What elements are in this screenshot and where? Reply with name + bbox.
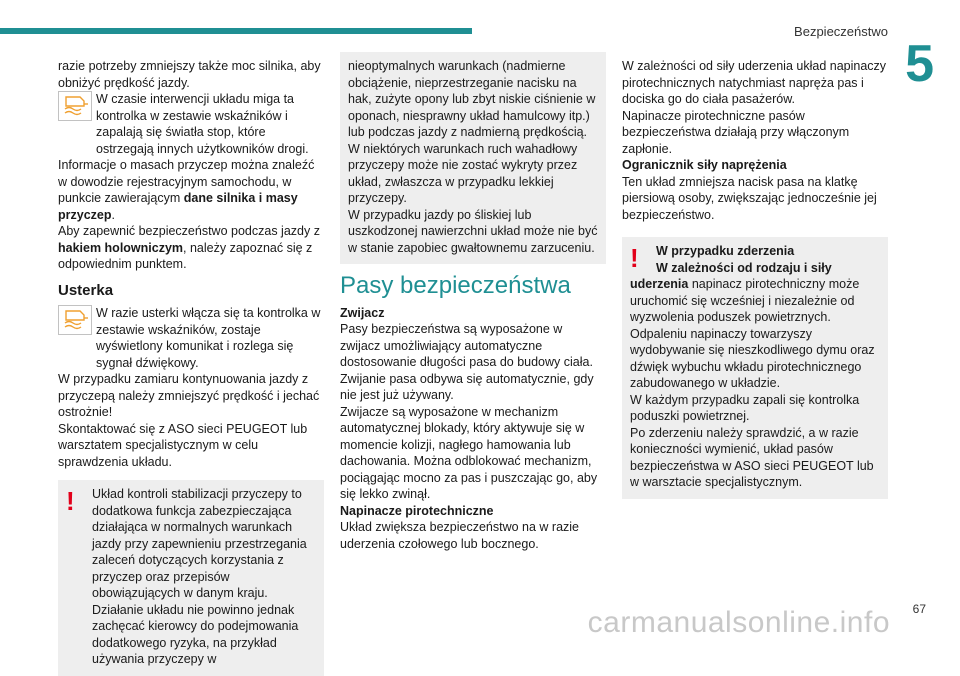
column-3 bbox=[622, 58, 888, 499]
paragraph: Pasy bezpieczeństwa są wyposażone w zwijacz umożliwiający automatyczne dostosowanie długości pasa do budowy ciała. Zwijanie pasa odbywa się automatycznie, gdy nie jest już używany. bbox=[340, 322, 594, 402]
text: . bbox=[111, 207, 115, 222]
heading-usterka: Usterka bbox=[58, 281, 114, 299]
fault-light-row bbox=[58, 305, 324, 371]
paragraph: Zwijacze są wyposażone w mechanizm automatycznej blokady, który aktywuje się w momencie kolizji, nagłego hamowania lub dachowania. Można odblokować mechanizm, pociągając mocno za pas i puszczając go, aby się lekko zwinął. bbox=[340, 404, 598, 501]
warning-text: W każdym przypadku zapali się kontrolka poduszki powietrznej. bbox=[630, 392, 860, 423]
warning-title: W zależności od rodzaju i siły bbox=[656, 260, 832, 275]
exclamation-icon: ! bbox=[630, 243, 639, 273]
section-heading-pasy: Pasy bezpieczeństwa bbox=[340, 272, 571, 299]
paragraph: Napinacze pirotechniczne pasów bezpieczeństwa działają przy włączonym zapłonie. bbox=[622, 108, 850, 156]
paragraph: W razie usterki włącza się ta kontrolka w zestawie wskaźników, zostaje wyświetlony komunikat i rozlega się sygnał dźwiękowy. bbox=[96, 306, 321, 370]
paragraph: Układ zwiększa bezpieczeństwo na w razie uderzenia czołowego lub bocznego. bbox=[340, 520, 579, 551]
bold-text: hakiem holowniczym bbox=[58, 240, 184, 255]
text: napinacz pirotechniczny może uruchomić się wcześniej i niezależnie od wyzwolenia poduszek powietrznych. bbox=[630, 277, 860, 324]
paragraph bbox=[58, 223, 324, 273]
warning-text: Układ kontroli stabilizacji przyczepy to dodatkowa funkcja zabezpieczająca działająca w normalnych warunkach jazdy przy zapewnieniu przestrzegania zaleceń dotyczących korzystania z przyczep oraz przepisów obowiązujących w danym kraju. Działanie układu nie powinno jednak zachęcać kierowcy do podejmowania dodatkowego ryzyka, na przykład używania przyczepy w bbox=[92, 487, 307, 666]
subheading-napinacze: Napinacze pirotechniczne bbox=[340, 503, 494, 518]
bold-text: dane silnika i masy przyczep bbox=[58, 191, 298, 222]
warning-light-row bbox=[58, 91, 324, 157]
paragraph: W przypadku zamiaru kontynuowania jazdy z przyczepą należy zmniejszyć prędkość i jechać ostrożnie! bbox=[58, 372, 320, 419]
subheading-ogranicznik: Ogranicznik siły naprężenia bbox=[622, 158, 787, 172]
warning-text bbox=[630, 276, 880, 326]
exclamation-icon: ! bbox=[66, 486, 75, 516]
warning-text: W przypadku jazdy po śliskiej lub uszkodzonej nawierzchni układ może nie być w stanie zapobiec gwałtownemu zarzuceniu. bbox=[348, 207, 598, 255]
column-2 bbox=[340, 58, 606, 552]
trailer-stability-warning-icon bbox=[58, 305, 92, 335]
bold-text: uderzenia bbox=[630, 277, 689, 291]
text: Informacje o masach przyczep można znaleźć w dowodzie rejestracyjnym samochodu, w punkcie zawierającym bbox=[58, 158, 315, 205]
warning-text: nieoptymalnych warunkach (nadmierne obciążenie, nieprzestrzeganie nacisku na hak, zużyte opony lub zbyt niskie ciśnienie w oponach, niesprawny układ hamulcowy itp.) lub podczas jazdy z nadmierną prędkością. bbox=[348, 59, 596, 139]
paragraph: Skontaktować się z ASO sieci PEUGEOT lub warsztatem specjalistycznym w celu sprawdzenia układu. bbox=[58, 421, 308, 469]
watermark: carmanualsonline.info bbox=[587, 606, 890, 639]
section-title: Bezpieczeństwo bbox=[794, 24, 888, 39]
warning-title: W przypadku zderzenia bbox=[656, 244, 795, 258]
chapter-number: 5 bbox=[905, 35, 934, 93]
warning-box-continued bbox=[340, 52, 606, 264]
paragraph: Ten układ zmniejsza nacisk pasa na klatkę piersiową osoby, zwiększając jednocześnie jej bezpieczeństwo. bbox=[622, 174, 877, 222]
text: Aby zapewnić bezpieczeństwo podczas jazdy z bbox=[58, 224, 320, 238]
warning-text: Odpaleniu napinaczy towarzyszy wydobywanie się nieszkodliwego dymu oraz dźwięk wybuchu wkładu pirotechnicznego zabudowanego w układzie. bbox=[630, 326, 875, 390]
paragraph: razie potrzeby zmniejszy także moc silnika, aby obniżyć prędkość jazdy. bbox=[58, 59, 321, 90]
paragraph bbox=[58, 157, 324, 223]
trailer-stability-warning-icon bbox=[58, 91, 92, 121]
paragraph: W zależności od siły uderzenia układ napinaczy pirotechnicznych natychmiast napręża pas i dociska go do ciała pasażerów. bbox=[622, 59, 887, 106]
warning-text: Po zderzeniu należy sprawdzić, a w razie konieczności wymienić, układ pasów bezpieczeństwa w ASO sieci PEUGEOT lub w warsztacie specjalistycznym. bbox=[630, 425, 874, 489]
warning-box bbox=[58, 480, 324, 676]
text: , należy zapoznać się z odpowiednim punktem. bbox=[58, 240, 313, 271]
warning-header bbox=[630, 243, 880, 276]
warning-box bbox=[622, 237, 888, 499]
subheading-zwijacz: Zwijacz bbox=[340, 305, 385, 320]
paragraph: W czasie interwencji układu miga ta kontrolka w zestawie wskaźników i zapalają się światła stop, które ostrzegają innych użytkowników drogi. bbox=[96, 92, 309, 156]
page-number: 67 bbox=[912, 602, 926, 616]
header-accent-bar bbox=[0, 28, 472, 34]
warning-text: W niektórych warunkach ruch wahadłowy przyczepy może nie zostać wykryty przez układ, zwłaszcza w przypadku lekkiej przyczepy. bbox=[348, 141, 578, 205]
column-1 bbox=[58, 58, 324, 676]
